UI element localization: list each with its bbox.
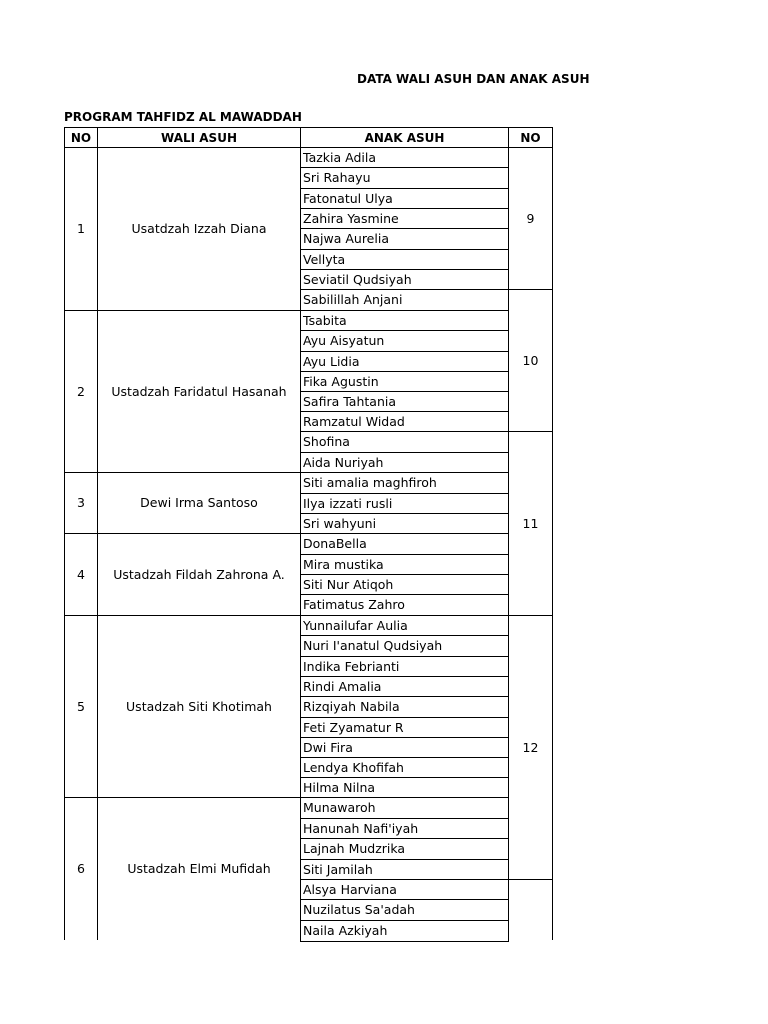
anak-asuh-name: Siti Nur Atiqoh bbox=[300, 574, 509, 595]
anak-asuh-name: Seviatil Qudsiyah bbox=[300, 269, 509, 290]
anak-asuh-name: Tsabita bbox=[300, 310, 509, 331]
header-wali-asuh: WALI ASUH bbox=[97, 127, 301, 148]
anak-asuh-name: Sabilillah Anjani bbox=[300, 289, 509, 311]
anak-asuh-name: Fatonatul Ulya bbox=[300, 188, 509, 209]
anak-asuh-name: Safira Tahtania bbox=[300, 391, 509, 412]
wali-name: Dewi Irma Santoso bbox=[97, 472, 301, 534]
anak-asuh-name: Siti amalia maghfiroh bbox=[300, 472, 509, 494]
group-number: 9 bbox=[508, 147, 553, 290]
anak-asuh-name: Yunnailufar Aulia bbox=[300, 615, 509, 636]
anak-asuh-name: Vellyta bbox=[300, 249, 509, 270]
anak-asuh-name: Hilma Nilna bbox=[300, 777, 509, 798]
group-number: 12 bbox=[508, 615, 553, 880]
wali-name: Ustadzah Fildah Zahrona A. bbox=[97, 533, 301, 616]
group-number: 10 bbox=[508, 289, 553, 432]
wali-number: 1 bbox=[64, 147, 98, 311]
anak-asuh-name: Nuri I'anatul Qudsiyah bbox=[300, 635, 509, 657]
anak-asuh-name: Ramzatul Widad bbox=[300, 411, 509, 432]
anak-asuh-name: Lendya Khofifah bbox=[300, 757, 509, 778]
wali-name: Ustadzah Siti Khotimah bbox=[97, 615, 301, 798]
wali-number: 3 bbox=[64, 472, 98, 534]
anak-asuh-name: Indika Febrianti bbox=[300, 656, 509, 677]
wali-name: Ustadzah Elmi Mufidah bbox=[97, 797, 301, 940]
anak-asuh-name: Munawaroh bbox=[300, 797, 509, 819]
header-no-left: NO bbox=[64, 127, 98, 148]
wali-name: Ustadzah Faridatul Hasanah bbox=[97, 310, 301, 473]
anak-asuh-name: Feti Zyamatur R bbox=[300, 717, 509, 738]
anak-asuh-name: Rindi Amalia bbox=[300, 676, 509, 697]
anak-asuh-name: Fatimatus Zahro bbox=[300, 594, 509, 616]
wali-name: Usatdzah Izzah Diana bbox=[97, 147, 301, 311]
wali-number: 5 bbox=[64, 615, 98, 798]
group-number: 11 bbox=[508, 431, 553, 616]
anak-asuh-name: Hanunah Nafi'iyah bbox=[300, 818, 509, 839]
program-title: PROGRAM TAHFIDZ AL MAWADDAH bbox=[64, 110, 302, 124]
anak-asuh-name: Dwi Fira bbox=[300, 737, 509, 758]
anak-asuh-name: DonaBella bbox=[300, 533, 509, 555]
wali-number: 4 bbox=[64, 533, 98, 616]
document-title: DATA WALI ASUH DAN ANAK ASUH bbox=[357, 72, 590, 86]
anak-asuh-name: Nuzilatus Sa'adah bbox=[300, 899, 509, 921]
anak-asuh-name: Siti Jamilah bbox=[300, 859, 509, 880]
anak-asuh-name: Ilya izzati rusli bbox=[300, 493, 509, 514]
anak-asuh-name: Alsya Harviana bbox=[300, 879, 509, 900]
anak-asuh-name: Sri wahyuni bbox=[300, 513, 509, 534]
header-anak-asuh: ANAK ASUH bbox=[300, 127, 509, 148]
wali-number: 6 bbox=[64, 797, 98, 940]
anak-asuh-name: Naila Azkiyah bbox=[300, 920, 509, 942]
anak-asuh-name: Mira mustika bbox=[300, 554, 509, 575]
anak-asuh-name: Fika Agustin bbox=[300, 371, 509, 392]
anak-asuh-name: Zahira Yasmine bbox=[300, 208, 509, 229]
anak-asuh-name: Tazkia Adila bbox=[300, 147, 509, 168]
header-no-right: NO bbox=[508, 127, 553, 148]
anak-asuh-name: Shofina bbox=[300, 431, 509, 453]
anak-asuh-name: Rizqiyah Nabila bbox=[300, 696, 509, 718]
anak-asuh-name: Ayu Lidia bbox=[300, 351, 509, 372]
anak-asuh-name: Najwa Aurelia bbox=[300, 228, 509, 250]
group-number bbox=[508, 879, 553, 940]
anak-asuh-name: Ayu Aisyatun bbox=[300, 330, 509, 352]
wali-number: 2 bbox=[64, 310, 98, 473]
anak-asuh-name: Aida Nuriyah bbox=[300, 452, 509, 473]
anak-asuh-name: Lajnah Mudzrika bbox=[300, 838, 509, 860]
anak-asuh-name: Sri Rahayu bbox=[300, 167, 509, 189]
